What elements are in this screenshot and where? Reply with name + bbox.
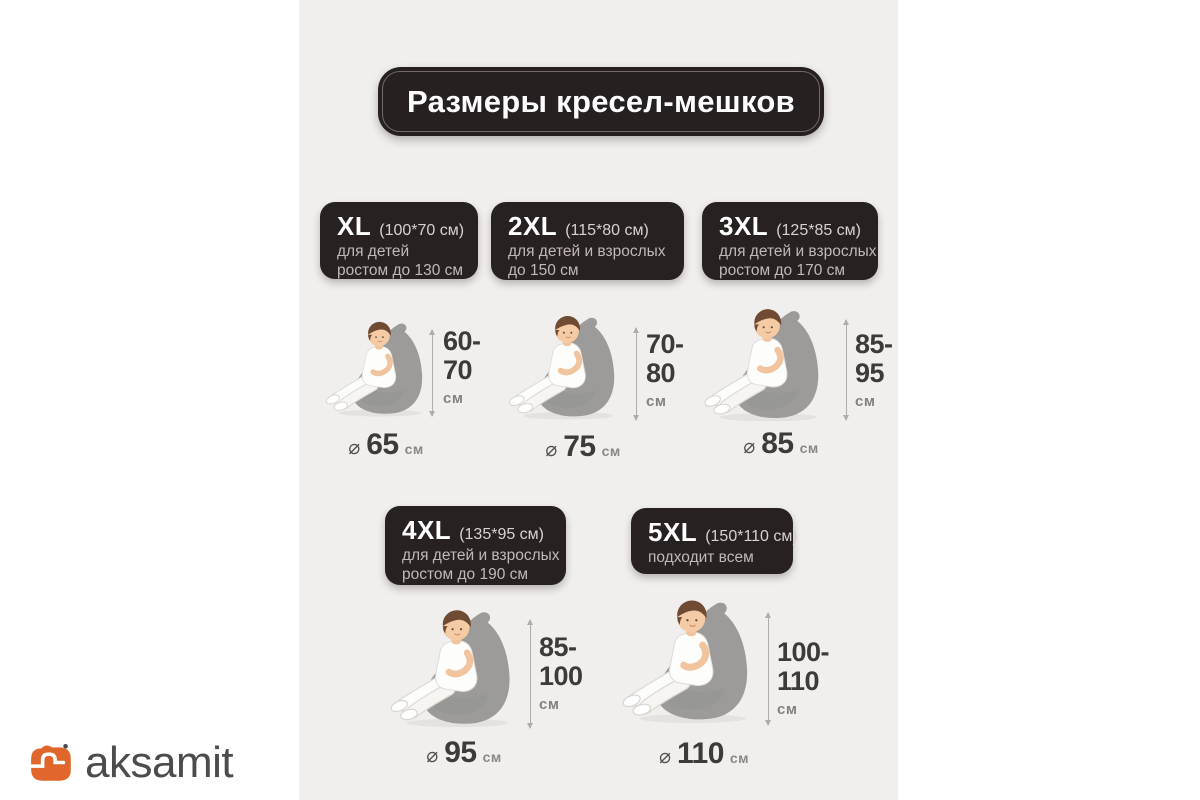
height-arrow: [432, 330, 433, 416]
diameter-icon: ⌀: [743, 436, 756, 458]
title-banner: [378, 67, 824, 136]
size-card-5xl: [631, 508, 798, 574]
diameter-label: ⌀ 95 см: [426, 736, 502, 769]
size-description-line: для детей и взрослых: [719, 243, 877, 260]
page-title: Размеры кресел-мешков: [407, 83, 795, 119]
diameter-label: ⌀ 85 см: [743, 427, 819, 460]
diameter-icon: ⌀: [545, 439, 558, 461]
beanbag-figure-xl: [323, 320, 433, 418]
height-range: 85- 95 см: [855, 329, 893, 411]
size-description-line: ростом до 170 см: [719, 262, 846, 280]
height-arrow: [846, 320, 847, 420]
beanbag-figure-4xl: [387, 608, 523, 729]
size-description-line: для детей и взрослых: [402, 547, 560, 564]
size-description-line: для детей: [337, 243, 410, 260]
size-description-line: ростом до 130 см: [337, 262, 464, 280]
brand-name: aksamit: [85, 738, 234, 787]
height-range: 85- 100 см: [539, 632, 583, 714]
size-card-3xl: [702, 202, 878, 280]
content-panel: [299, 0, 898, 800]
size-dimensions: (100*70 см): [379, 222, 465, 239]
height-range: 100- 110 см: [777, 637, 830, 719]
diameter-icon: ⌀: [658, 746, 671, 768]
beanbag-figure-5xl: [619, 598, 761, 725]
brand-logo: [28, 738, 234, 787]
diameter-label: ⌀ 110 см: [658, 737, 750, 770]
size-label: 2XL: [508, 211, 558, 241]
size-card-xl: [320, 202, 478, 279]
size-description-line: до 150 см: [508, 262, 579, 280]
height-arrow: [768, 613, 769, 725]
size-dimensions: (135*95 см): [459, 526, 545, 543]
size-card-2xl: [491, 202, 684, 280]
diameter-label: ⌀ 75 см: [545, 430, 621, 463]
height-unit: см: [855, 393, 876, 411]
size-label: 5XL: [648, 517, 698, 547]
size-dimensions: (150*110 см): [705, 528, 798, 545]
size-description-line: для детей и взрослых: [508, 243, 666, 260]
height-range: 60- 70 см: [443, 326, 481, 408]
size-description-line: ростом до 190 см: [402, 566, 529, 584]
height-arrow: [530, 620, 531, 728]
height-unit: см: [443, 390, 464, 408]
height-arrow: [636, 328, 637, 420]
size-label: XL: [337, 211, 372, 241]
size-card-4xl: [385, 506, 566, 585]
height-unit: см: [777, 701, 798, 719]
height-range: 70- 80 см: [646, 329, 684, 411]
height-unit: см: [646, 393, 667, 411]
diameter-icon: ⌀: [348, 437, 361, 459]
brand-logo-icon: [28, 741, 76, 785]
size-dimensions: (115*80 см): [565, 222, 649, 239]
size-label: 4XL: [402, 515, 452, 545]
beanbag-figure-2xl: [506, 314, 626, 421]
size-label: 3XL: [719, 211, 769, 241]
size-description-line: подходит всем: [648, 549, 754, 566]
beanbag-figure-3xl: [701, 307, 831, 423]
diameter-label: ⌀ 65 см: [348, 428, 424, 461]
size-dimensions: (125*85 см): [776, 222, 862, 239]
height-unit: см: [539, 696, 560, 714]
diameter-icon: ⌀: [426, 745, 439, 767]
